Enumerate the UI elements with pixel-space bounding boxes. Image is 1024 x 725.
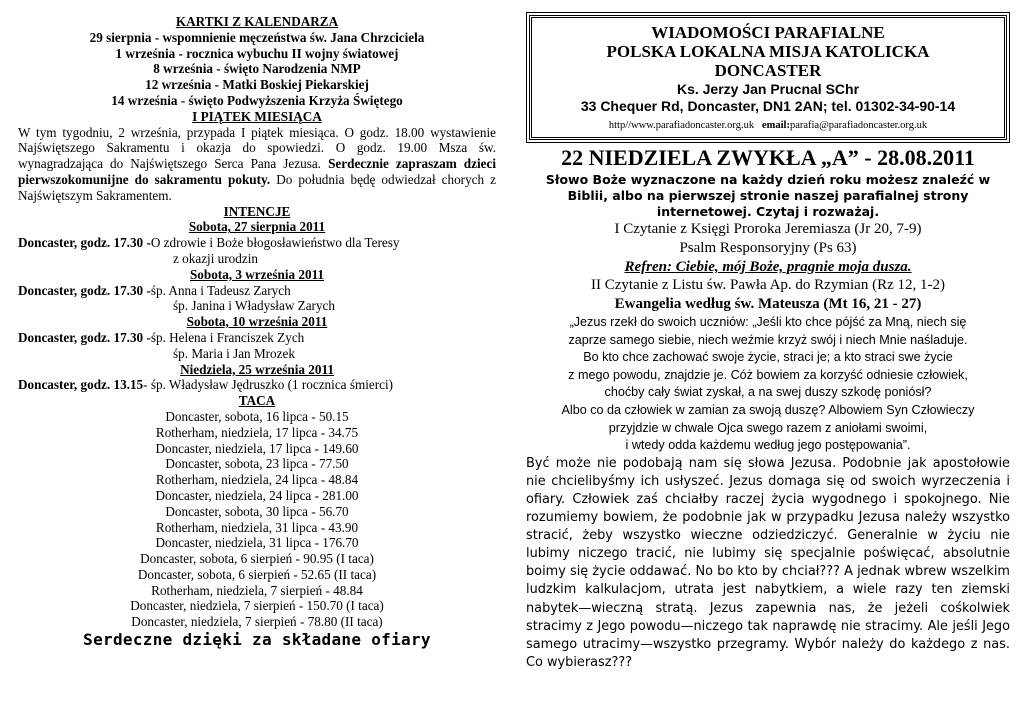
intention-continuation: śp. Janina i Władysław Zarych	[173, 298, 335, 314]
intention-date: Sobota, 10 września 2011	[186, 314, 328, 330]
collection-item: Doncaster, niedziela, 7 sierpień - 78.80 (II taca)	[131, 614, 383, 630]
reflection-text: Być może nie podobają nam się słowa Jezusa. Podobnie jak apostołowie nie chcielibyśmy ich usłyszeć. Jezus domaga się od swoich wyrzeczenia i ofiary. Człowiek zaś chciałby raczej życia wygodnego i spokojnego. Nie rozumiemy bowiem, że podobnie jak w przypadku Jezusa należy wszystko stracić, żeby wszystko wieczne odziedziczyć. Generalnie w życiu nie lubimy niczego tracić, nie lubimy się specjalnie poświęcać, absolutnie boimy się życie oddawać. No bo kto by chciał??? A jednak wbrew wszelkim ludzkim kalkulacjom, utrata jest nabytkiem, a wiele razy ten ziemski nabytek—wieczną stratą. Jezus zapewnia nas, że jeżeli cośkolwiek stracimy z Jego powodu—niczego tak naprawdę nie stracimy. Ale jeśli Jego samego utracimy—wszystko przegramy. Wybór należy do każdego z nas. Co wybierasz???	[526, 455, 1010, 670]
gospel-line: Albo co da człowiek w zamian za swoją duszę? Albowiem Syn Człowieczy	[561, 402, 975, 417]
gospel-line: „Jezus rzekł do swoich uczniów: „Jeśli kto chce pójść za Mną, niech się	[569, 315, 967, 329]
intention-continuation: z okazji urodzin	[173, 250, 258, 266]
gospel-line: zaprze samego siebie, niech weźmie krzyż swój i niech Mnie naśladuje.	[568, 332, 968, 347]
intention-block	[18, 219, 496, 266]
gospel-text	[526, 314, 1010, 455]
collection-item: Rotherham, niedziela, 24 lipca - 48.84	[155, 472, 359, 488]
intention-row	[18, 377, 496, 393]
calendar-item: 14 września - święto Podwyższenia Krzyża Świętego	[111, 92, 403, 108]
friday-text-part: Do południa będę odwiedzał chorych z Najświętszym Sakramentem.	[18, 171, 496, 203]
collection-item: Doncaster, niedziela, 24 lipca - 281.00	[155, 487, 359, 503]
gospel-line: przyjdzie w chwale Ojca swego razem z aniołami swoimi,	[608, 420, 928, 435]
collection-item: Rotherham, niedziela, 7 sierpień - 48.84	[151, 582, 363, 598]
collection-item: Doncaster, niedziela, 7 sierpień - 150.70 (I taca)	[130, 598, 384, 614]
calendar-item: 29 sierpnia - wspomnienie męczeństwa św. Jana Chrzciciela	[89, 29, 425, 45]
header-mission: POLSKA LOKALNA MISJA KATOLICKA	[606, 42, 930, 61]
thanks-note: Serdeczne dzięki za składane ofiary	[83, 630, 431, 650]
first-reading: I Czytanie z Księgi Proroka Jeremiasza (Jr 20, 7-9)	[614, 221, 922, 237]
calendar-item: 8 września - święto Narodzenia NMP	[153, 61, 361, 77]
collection-item: Doncaster, sobota, 6 sierpień - 90.95 (I taca)	[140, 551, 374, 567]
gospel-line: i wtedy odda każdemu według jego postępowania”.	[625, 438, 911, 453]
contact-line	[538, 119, 998, 133]
first-friday-text	[18, 125, 496, 204]
word-of-god-note: Słowo Boże wyznaczone na każdy dzień roku możesz znaleźć w Biblii, albo na pierwszej stronie naszej parafialnej strony internetowej. Czytaj i rozważaj.	[545, 172, 991, 219]
intention-text: - śp. Władysław Jędruszko (1 rocznica śmierci)	[143, 377, 394, 393]
website-link[interactable]: http//www.parafiadoncaster.org.uk	[608, 120, 755, 131]
parish-address: 33 Chequer Rd, Doncaster, DN1 2AN; tel. 01302-34-90-14	[580, 98, 956, 114]
intentions-title: INTENCJE	[223, 203, 291, 219]
psalm-refrain: Refren: Ciebie, mój Boże, pragnie moja dusza.	[624, 259, 912, 275]
gospel-title: Ewangelia według św. Mateusza (Mt 16, 21 - 27)	[614, 296, 922, 312]
collection-item: Doncaster, niedziela, 31 lipca - 176.70	[155, 535, 359, 551]
intention-row	[18, 283, 496, 299]
gospel-line: choćby cały świat zyskał, a na swej duszy szkodę poniósł?	[604, 385, 932, 400]
intention-date: Sobota, 3 września 2011	[189, 266, 325, 282]
intention-text: śp. Anna i Tadeusz Zarych	[150, 282, 291, 298]
intention-place: Doncaster, godz. 17.30 -	[18, 282, 151, 298]
intention-row	[18, 235, 496, 251]
calendar-item: 12 września - Matki Boskiej Piekarskiej	[145, 77, 369, 93]
intention-block	[18, 314, 496, 361]
calendar-item: 1 września - rocznica wybuchu II wojny światowej	[115, 45, 399, 61]
collection-item: Doncaster, sobota, 16 lipca - 50.15	[165, 408, 349, 424]
intention-date: Sobota, 27 sierpnia 2011	[188, 219, 326, 235]
priest-name: Ks. Jerzy Jan Prucnal SChr	[676, 81, 860, 97]
collection-item: Doncaster, sobota, 6 sierpień - 52.65 (II taca)	[137, 566, 377, 582]
intention-text: śp. Helena i Franciszek Zych	[150, 329, 305, 345]
intention-row	[18, 330, 496, 346]
header-line-2	[538, 43, 998, 62]
intention-date: Niedziela, 25 września 2011	[180, 361, 334, 377]
sunday-title: 22 NIEDZIELA ZWYKŁA „A” - 28.08.2011	[561, 145, 975, 170]
friday-text-bold: Serdecznie zapraszam dzieci pierwszokomunijne do sakramentu pokuty.	[18, 156, 496, 187]
first-friday-title: I PIĄTEK MIESIĄCA	[192, 108, 322, 124]
collection-item: Doncaster, niedziela, 17 lipca - 149.60	[155, 440, 359, 456]
email-link[interactable]: parafia@parafiadoncaster.org.uk	[789, 120, 928, 131]
header-title: WIADOMOŚCI PARAFIALNE	[651, 23, 885, 42]
collection-item: Doncaster, sobota, 23 lipca - 77.50	[165, 456, 349, 472]
second-reading: II Czytanie z Listu św. Pawła Ap. do Rzymian (Rz 12, 1-2)	[591, 277, 945, 293]
collection-title: TACA	[238, 393, 276, 409]
intention-continuation: śp. Maria i Jan Mrozek	[173, 345, 295, 361]
email-label: email:	[761, 120, 790, 131]
parish-header-box	[529, 15, 1007, 140]
intention-block	[18, 267, 496, 314]
left-column	[18, 14, 496, 648]
right-column	[526, 12, 1010, 672]
gospel-line: Bo kto chce zachować swoje życie, straci je; a kto straci swe życie	[583, 350, 953, 365]
calendar-title: KARTKI Z KALENDARZA	[175, 14, 339, 29]
intention-block	[18, 362, 496, 394]
collection-list	[18, 409, 496, 630]
intention-text: O zdrowie i Boże błogosławieństwo dla Teresy	[150, 235, 400, 251]
intention-place: Doncaster, godz. 13.15	[18, 377, 144, 393]
header-line-1	[538, 24, 998, 43]
calendar-list	[18, 30, 496, 109]
collection-item: Rotherham, niedziela, 17 lipca - 34.75	[155, 424, 359, 440]
collection-item: Rotherham, niedziela, 31 lipca - 43.90	[155, 519, 359, 535]
intention-place: Doncaster, godz. 17.30 -	[18, 235, 151, 251]
psalm: Psalm Responsoryjny (Ps 63)	[679, 240, 857, 256]
intention-place: Doncaster, godz. 17.30 -	[18, 329, 151, 345]
header-city: DONCASTER	[714, 61, 822, 80]
gospel-line: z mego powodu, znajdzie je. Cóż bowiem za korzyść odniesie człowiek,	[568, 367, 968, 382]
header-line-3	[538, 62, 998, 81]
friday-text-part: W tym tygodniu, 2 września, przypada I piątek miesiąca. O godz. 18.00 wystawienie Najświętszego Sakramentu i okazja do spowiedzi. O godz. 19.00 Msza św. wynagradzająca do Najświętszego Serca Pana Jezusa.	[18, 124, 496, 172]
collection-item: Doncaster, sobota, 30 lipca - 56.70	[165, 503, 349, 519]
